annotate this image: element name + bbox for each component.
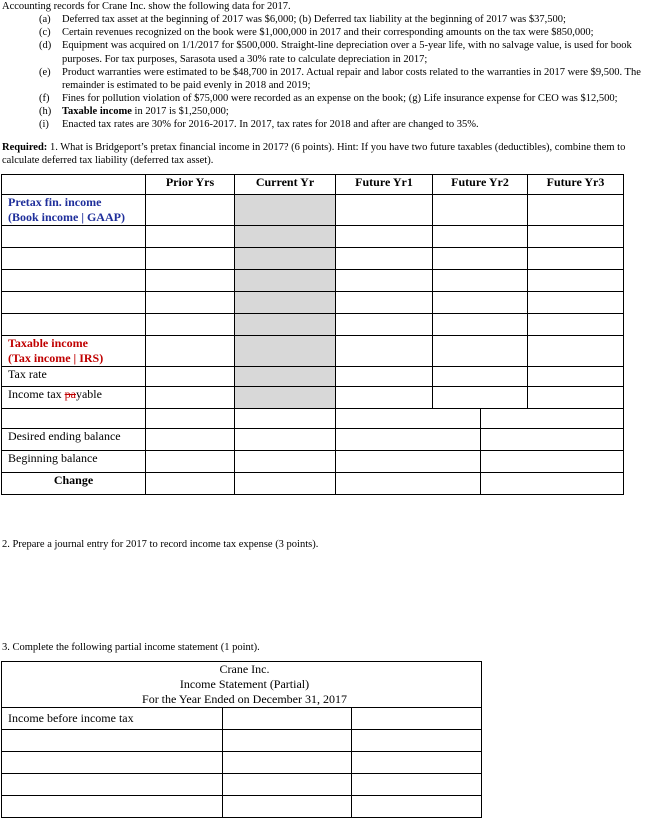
statement-period: For the Year Ended on December 31, 2017 [142,692,347,706]
change-label: Change [2,473,146,495]
cell[interactable] [223,796,352,818]
cell[interactable] [433,195,528,226]
cell[interactable] [235,248,336,270]
cell[interactable] [2,226,146,248]
required-label: Required: [2,142,48,153]
item-label: (e) [39,66,51,78]
cell[interactable] [2,774,223,796]
cell[interactable] [433,292,528,314]
cell[interactable] [2,752,223,774]
required-text: 1. What is Bridgeport’s pretax financial income in 2017? (6 points). Hint: If you have two future taxables (deductibles), combine them to calculate deferred tax liability (deferred tax asset). [2,142,626,167]
cell[interactable] [481,451,624,473]
cell[interactable] [433,387,528,409]
question-2: 2. Prepare a journal entry for 2017 to record income tax expense (3 points). [2,539,319,550]
intro-line: Accounting records for Crane Inc. show the following data for 2017. [2,1,291,12]
cell[interactable] [336,473,481,495]
cell[interactable] [336,314,433,336]
row-pretax-income [2,195,624,226]
pretax-label-1: Pretax fin. income [8,195,102,209]
cell[interactable] [481,409,624,429]
cell[interactable] [146,195,235,226]
cell[interactable] [336,409,481,429]
company-name: Crane Inc. [219,662,270,676]
intro-item [2,118,642,131]
row-blank [2,314,624,336]
item-label: (f) [39,92,50,104]
cell[interactable] [146,451,235,473]
row-taxable-income [2,336,624,367]
cell[interactable] [223,752,352,774]
tax-rate-label: Tax rate [2,367,146,387]
row-blank [2,409,624,429]
row-blank [2,226,624,248]
intro-item [2,66,642,92]
cell[interactable] [528,248,624,270]
cell[interactable] [2,796,223,818]
cell[interactable] [235,473,336,495]
cell[interactable] [336,226,433,248]
pretax-label-2: (Book income | GAAP) [8,210,125,224]
income-before-tax-label: Income before income tax [2,708,223,730]
cell[interactable] [223,730,352,752]
cell[interactable] [336,292,433,314]
cell[interactable] [481,429,624,451]
item-label: (c) [39,27,51,39]
intro-item [2,105,642,118]
cell[interactable] [146,367,235,387]
item-label: (i) [39,119,49,131]
cell[interactable] [235,292,336,314]
row-blank [2,796,482,818]
cell[interactable] [2,314,146,336]
item-text: Deferred tax asset at the beginning of 2017 was $6,000; (b) Deferred tax liability at the beginning of 2017 was $37,500; [62,14,566,26]
cell[interactable] [235,367,336,387]
beginning-balance-label: Beginning balance [2,451,146,473]
cell[interactable] [352,796,482,818]
taxable-label-2: (Tax income | IRS) [8,351,104,365]
item-bold-text: Taxable income [62,106,132,117]
cell[interactable] [433,314,528,336]
payable-post: yable [75,387,102,401]
cell[interactable] [235,387,336,409]
cell[interactable] [336,451,481,473]
cell[interactable] [146,429,235,451]
header-blank [2,175,146,195]
row-blank [2,248,624,270]
cell[interactable] [433,336,528,367]
payable-pre: Income tax [8,387,65,401]
cell[interactable] [146,248,235,270]
cell[interactable] [235,226,336,248]
cell[interactable] [146,270,235,292]
item-label: (h) [39,106,52,117]
cell[interactable] [528,314,624,336]
cell[interactable] [336,270,433,292]
cell[interactable] [433,367,528,387]
desired-balance-label: Desired ending balance [2,429,146,451]
cell[interactable] [433,248,528,270]
required-question-1 [2,141,642,167]
cell[interactable] [146,336,235,367]
header-future-yr1: Future Yr1 [336,175,433,195]
question-3: 3. Complete the following partial income statement (1 point). [2,642,260,653]
cell[interactable] [2,409,146,429]
row-blank [2,270,624,292]
cell[interactable] [352,774,482,796]
cell[interactable] [528,336,624,367]
cell[interactable] [336,367,433,387]
statement-title: Income Statement (Partial) [179,677,310,691]
income-statement-header [2,662,482,708]
item-text: Equipment was acquired on 1/1/2017 for $500,000. Straight-line depreciation over a 5-year life, with no salvage value, is used for book purposes. For tax purposes, Sarasota used a 30% rate to calculate depreciation in 2017; [62,40,632,65]
cell[interactable] [528,367,624,387]
cell[interactable] [336,336,433,367]
cell[interactable] [433,270,528,292]
row-blank [2,752,482,774]
item-text: Certain revenues recognized on the book were $1,000,000 in 2017 and their corresponding amounts on the tax were $850,000; [62,27,594,39]
cell[interactable] [235,451,336,473]
cell[interactable] [336,248,433,270]
cell[interactable] [336,387,433,409]
cell[interactable] [528,195,624,226]
cell[interactable] [528,226,624,248]
row-desired-ending-balance [2,429,624,451]
item-text: Fines for pollution violation of $75,000 were recorded as an expense on the book; (g) Life insurance expense for CEO was $12,500; [62,92,618,104]
row-income-tax-payable [2,387,624,409]
header-future-yr3: Future Yr3 [528,175,624,195]
header-current-yr: Current Yr [235,175,336,195]
cell[interactable] [146,314,235,336]
cell[interactable] [352,752,482,774]
cell[interactable] [235,195,336,226]
taxable-income-label [2,336,146,367]
intro-item [2,26,642,39]
intro-item [2,39,642,65]
cell[interactable] [481,473,624,495]
header-prior-yrs: Prior Yrs [146,175,235,195]
cell[interactable] [146,292,235,314]
cell[interactable] [223,774,352,796]
cell[interactable] [223,708,352,730]
payable-strike: pa [64,387,76,401]
income-statement-table [1,661,482,818]
item-text: Enacted tax rates are 30% for 2016-2017. In 2017, tax rates for 2018 and after are changed to 35%. [62,119,479,131]
cell[interactable] [146,473,235,495]
cell[interactable] [2,248,146,270]
cell[interactable] [146,226,235,248]
item-label: (d) [39,40,52,52]
problem-intro [2,0,642,131]
cell[interactable] [235,409,336,429]
statement-heading [2,662,482,708]
cell[interactable] [2,730,223,752]
row-beginning-balance [2,451,624,473]
cell[interactable] [352,708,482,730]
cell[interactable] [352,730,482,752]
row-blank [2,292,624,314]
row-blank [2,730,482,752]
cell[interactable] [336,429,481,451]
cell[interactable] [146,387,235,409]
taxable-label-1: Taxable income [8,336,88,350]
item-text: in 2017 is $1,250,000; [131,106,229,117]
pretax-income-label [2,195,146,226]
cell[interactable] [2,292,146,314]
item-label: (a) [39,14,51,26]
worksheet-header-row [2,175,624,195]
cell[interactable] [433,226,528,248]
cell[interactable] [235,314,336,336]
cell[interactable] [528,292,624,314]
cell[interactable] [235,270,336,292]
row-tax-rate [2,367,624,387]
cell[interactable] [235,429,336,451]
intro-item [2,92,642,105]
tax-worksheet-table [1,174,624,495]
cell[interactable] [336,195,433,226]
item-text: Product warranties were estimated to be $48,700 in 2017. Actual repair and labor costs related to the warranties in 2017 were $9,500. The remainder is estimated to be paid evenly in 2018 and 2019; [62,66,641,91]
cell[interactable] [528,270,624,292]
row-blank [2,774,482,796]
income-tax-payable-label [2,387,146,409]
cell[interactable] [146,409,235,429]
row-change [2,473,624,495]
intro-item [2,13,642,26]
cell[interactable] [2,270,146,292]
header-future-yr2: Future Yr2 [433,175,528,195]
cell[interactable] [235,336,336,367]
cell[interactable] [528,387,624,409]
row-income-before-tax [2,708,482,730]
